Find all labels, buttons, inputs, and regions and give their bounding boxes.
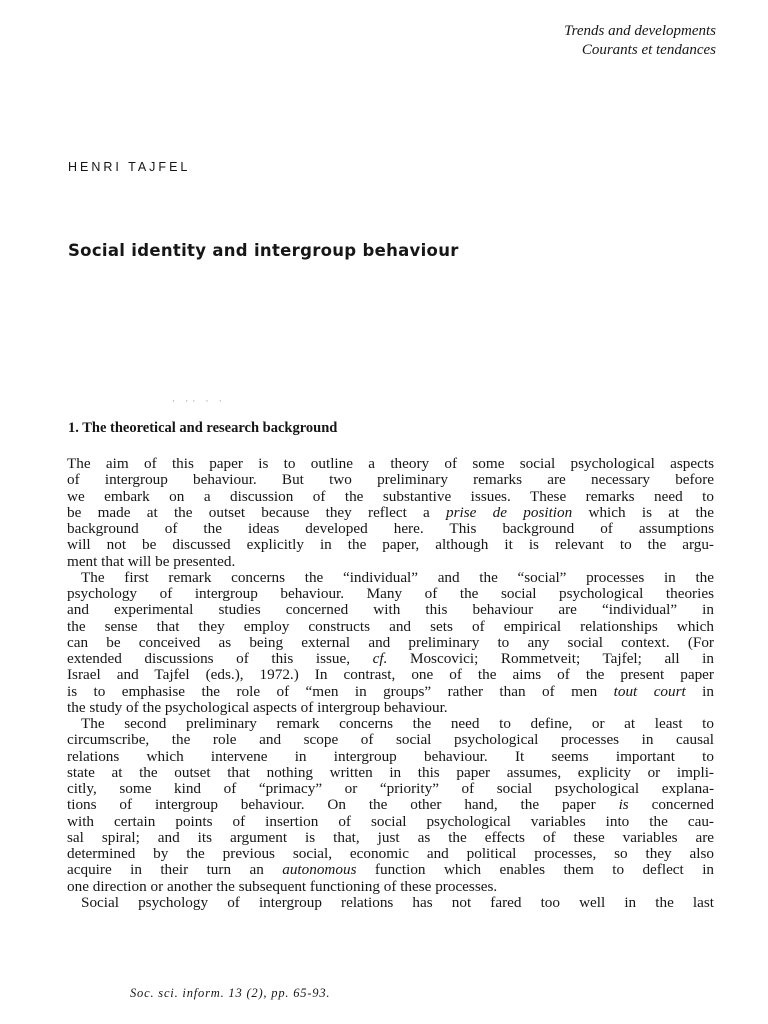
body-line: the sense that they employ constructs and sets of empirical relationships which — [67, 617, 714, 635]
body-line: relations which intervene in intergroup behaviour. It seems important to — [67, 747, 714, 765]
body-line: sal spiral; and its argument is that, just as the effects of these variables are — [67, 828, 714, 846]
body-line: and experimental studies concerned with this behaviour are “individual” in — [67, 601, 714, 619]
running-head-line-2: Courants et tendances — [581, 42, 716, 58]
citation-footer: Soc. sci. inform. 13 (2), pp. 65-93. — [130, 986, 331, 1000]
body-line: we embark on a discussion of the substantive issues. These remarks need to — [67, 487, 714, 505]
body-line: extended discussions of this issue, cf. Moscovici; Rommetveit; Tajfel; all in — [67, 650, 714, 667]
running-head-line-1: Trends and developments — [564, 23, 716, 39]
body-line: one direction or another the subsequent functioning of these processes. — [67, 877, 498, 895]
scan-specks: · ·· · · — [172, 396, 226, 406]
body-line: The aim of this paper is to outline a theory of some social psychological aspects — [67, 455, 714, 472]
body-line: circumscribe, the role and scope of social psychological processes in causal — [67, 731, 714, 749]
body-line: citly, some kind of “primacy” or “priority” of social psychological explana- — [67, 780, 714, 797]
body-line: with certain points of insertion of social psychological variables into the cau- — [67, 812, 714, 830]
body-line: determined by the previous social, economic and political processes, so they also — [67, 845, 714, 862]
body-line: psychology of intergroup behaviour. Many of the social psychological theories — [67, 585, 714, 602]
body-line: be made at the outset because they reflect a prise de position which is at the — [67, 503, 715, 521]
body-line: Israel and Tajfel (eds.), 1972.) In contrast, one of the aims of the present paper — [67, 666, 714, 684]
article-title: Social identity and intergroup behaviour — [68, 241, 459, 260]
body-text — [67, 456, 714, 911]
body-line: background of the ideas developed here. This background of assumptions — [67, 520, 714, 537]
body-line: tions of intergroup behaviour. On the other hand, the paper is concerned — [67, 796, 714, 814]
body-line: ment that will be presented. — [67, 552, 236, 570]
author-name: HENRI TAJFEL — [68, 160, 191, 174]
section-heading: 1. The theoretical and research background — [68, 420, 338, 436]
body-line: can be conceived as being external and preliminary to any social context. (For — [67, 633, 714, 651]
body-line: Social psychology of intergroup relations has not fared too well in the last — [81, 893, 714, 911]
body-line: the study of the psychological aspects of intergroup behaviour. — [67, 698, 448, 716]
body-line: is to emphasise the role of “men in groups” rather than of men tout court in — [67, 682, 714, 700]
body-line: The second preliminary remark concerns the need to define, or at least to — [81, 715, 714, 732]
body-line: The first remark concerns the “individual” and the “social” processes in the — [81, 568, 714, 586]
body-line: state at the outset that nothing written in this paper assumes, explicity or impli- — [67, 763, 714, 781]
body-line: of intergroup behaviour. But two preliminary remarks are necessary before — [67, 471, 714, 489]
body-line: will not be discussed explicitly in the paper, although it is relevant to the argu- — [67, 536, 714, 554]
body-line: acquire in their turn an autonomous function which enables them to deflect in — [67, 861, 715, 879]
running-head — [564, 22, 716, 60]
